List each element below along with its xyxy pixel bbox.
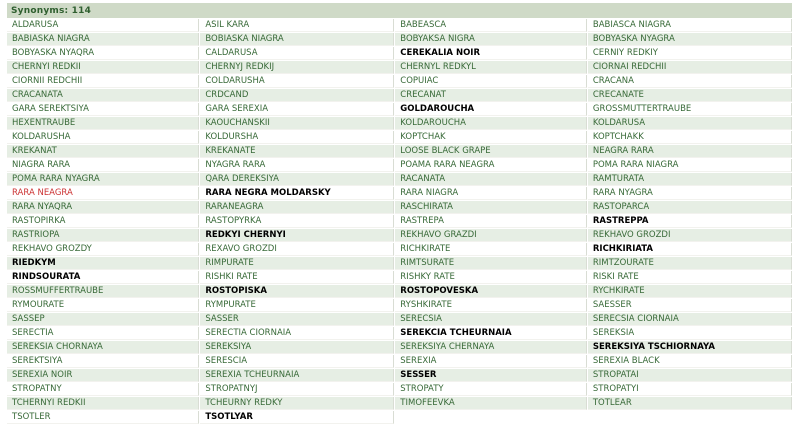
table-row xyxy=(7,285,792,298)
synonym-cell: TOTLEAR xyxy=(588,397,792,410)
synonym-cell: RYMPURATE xyxy=(200,299,394,312)
synonym-cell: ALDARUSA xyxy=(7,19,199,32)
synonyms-page xyxy=(0,2,800,422)
synonym-cell: CERNIY REDKIY xyxy=(588,47,792,60)
synonym-cell: CRECANAT xyxy=(395,89,587,102)
table-row xyxy=(7,145,792,158)
synonym-cell: BOBYASKA NYAGRA xyxy=(588,33,792,46)
synonym-cell: KOPTCHAK xyxy=(395,131,587,144)
synonym-cell: STROPATNY xyxy=(7,383,199,396)
synonym-cell: BOBIASKA NIAGRA xyxy=(200,33,394,46)
synonym-cell: POAMA RARA NEAGRA xyxy=(395,159,587,172)
table-row xyxy=(7,369,792,382)
empty-cell xyxy=(395,411,587,424)
synonym-cell: RASTOPYRKA xyxy=(200,215,394,228)
synonym-cell: RASTRIOPA xyxy=(7,229,199,242)
synonym-cell: GARA SEREKTSIYA xyxy=(7,103,199,116)
synonym-cell: CALDARUSA xyxy=(200,47,394,60)
table-header-row xyxy=(7,3,792,18)
synonym-cell: KOLDARUSHA xyxy=(7,131,199,144)
synonym-cell: RASCHIRATA xyxy=(395,201,587,214)
synonym-cell: SEREKCIA TCHEURNAIA xyxy=(395,327,587,340)
synonym-cell: RASTREPPA xyxy=(588,215,792,228)
table-row xyxy=(7,243,792,256)
synonym-cell: ROSTOPOVESKA xyxy=(395,285,587,298)
synonym-cell: SASSEP xyxy=(7,313,199,326)
synonym-cell: SEREKTSIYA xyxy=(7,355,199,368)
synonym-cell: BOBYASKA NYAQRA xyxy=(7,47,199,60)
synonym-cell: RIMTZOURATE xyxy=(588,257,792,270)
synonym-cell: SEREXIA NOIR xyxy=(7,369,199,382)
synonym-cell: REDKYI CHERNYI xyxy=(200,229,394,242)
table-row xyxy=(7,271,792,284)
synonym-cell: RICHKIRATE xyxy=(395,243,587,256)
synonym-cell: RARA NYAGRA xyxy=(588,187,792,200)
synonym-cell: CHERNYL REDKYL xyxy=(395,61,587,74)
synonym-cell: COLDARUSHA xyxy=(200,75,394,88)
table-row xyxy=(7,61,792,74)
synonym-cell: KREKANATE xyxy=(200,145,394,158)
synonym-cell: RARANEAGRA xyxy=(200,201,394,214)
synonym-cell: BABEASCA xyxy=(395,19,587,32)
synonym-cell: GOLDAROUCHA xyxy=(395,103,587,116)
synonym-cell: SERESCIA xyxy=(200,355,394,368)
synonym-cell: STROPATYI xyxy=(588,383,792,396)
synonym-cell: KOPTCHAKK xyxy=(588,131,792,144)
synonym-cell: RIMTSURATE xyxy=(395,257,587,270)
synonym-cell: RASTREPA xyxy=(395,215,587,228)
synonym-cell: POMA RARA NIAGRA xyxy=(588,159,792,172)
synonym-cell: TCHEURNY REDKY xyxy=(200,397,394,410)
synonym-cell: REKHAVO GROZDI xyxy=(588,229,792,242)
synonym-cell: REXAVO GROZDI xyxy=(200,243,394,256)
table-row xyxy=(7,33,792,46)
synonym-cell: ASIL KARA xyxy=(200,19,394,32)
table-row xyxy=(7,75,792,88)
synonym-cell: RISHKY RATE xyxy=(395,271,587,284)
table-row xyxy=(7,299,792,312)
synonym-cell: CRACANATA xyxy=(7,89,199,102)
synonym-cell: STROPATNYJ xyxy=(200,383,394,396)
table-row xyxy=(7,257,792,270)
table-row xyxy=(7,103,792,116)
synonym-cell: SERECSIA xyxy=(395,313,587,326)
synonym-cell: SAESSER xyxy=(588,299,792,312)
synonym-cell: RACANATA xyxy=(395,173,587,186)
table-row xyxy=(7,215,792,228)
synonym-cell: SASSER xyxy=(200,313,394,326)
table-row xyxy=(7,229,792,242)
synonyms-count-header: Synonyms: 114 xyxy=(7,3,792,18)
synonym-cell: TIMOFEEVKA xyxy=(395,397,587,410)
synonym-cell: TSOTLER xyxy=(7,411,199,424)
synonym-cell: BABIASCA NIAGRA xyxy=(588,19,792,32)
synonym-cell: LOOSE BLACK GRAPE xyxy=(395,145,587,158)
synonym-cell: RIMPURATE xyxy=(200,257,394,270)
table-row xyxy=(7,383,792,396)
synonym-cell: RYSHKIRATE xyxy=(395,299,587,312)
synonym-cell: KOLDURSHA xyxy=(200,131,394,144)
table-row xyxy=(7,19,792,32)
synonym-cell: STROPATY xyxy=(395,383,587,396)
synonym-cell: STROPATAI xyxy=(588,369,792,382)
table-row xyxy=(7,117,792,130)
synonym-cell: REKHAVO GRAZDI xyxy=(395,229,587,242)
synonym-cell: CRECANATE xyxy=(588,89,792,102)
synonym-cell: BOBYAKSA NIGRA xyxy=(395,33,587,46)
synonym-cell: RAMTURATA xyxy=(588,173,792,186)
synonym-cell: KOLDARUSA xyxy=(588,117,792,130)
synonym-cell: CIORNII REDCHII xyxy=(7,75,199,88)
synonym-cell: CEREKALIA NOIR xyxy=(395,47,587,60)
table-row xyxy=(7,187,792,200)
synonym-cell: RIEDKYM xyxy=(7,257,199,270)
table-row xyxy=(7,341,792,354)
synonym-cell: RARA NIAGRA xyxy=(395,187,587,200)
synonym-cell: SERECTIA CIORNAIA xyxy=(200,327,394,340)
synonym-cell: SERECSIA CIORNAIA xyxy=(588,313,792,326)
synonym-cell: RINDSOURATA xyxy=(7,271,199,284)
synonym-cell: RARA NEAGRA xyxy=(7,187,199,200)
synonym-cell: CRACANA xyxy=(588,75,792,88)
synonym-cell: SESSER xyxy=(395,369,587,382)
synonym-cell: RISKI RATE xyxy=(588,271,792,284)
table-row xyxy=(7,47,792,60)
synonym-cell: CIORNAI REDCHII xyxy=(588,61,792,74)
synonym-cell: ROSSMUFFERTRAUBE xyxy=(7,285,199,298)
synonym-cell: RARA NEGRA MOLDARSKY xyxy=(200,187,394,200)
synonym-cell: ROSTOPISKA xyxy=(200,285,394,298)
synonyms-table xyxy=(6,2,793,425)
synonym-cell: CHERNYI REDKII xyxy=(7,61,199,74)
table-row xyxy=(7,131,792,144)
synonym-cell: CRDCAND xyxy=(200,89,394,102)
synonym-cell: NIAGRA RARA xyxy=(7,159,199,172)
synonym-cell: SEREKSIA xyxy=(588,327,792,340)
synonym-cell: NYAGRA RARA xyxy=(200,159,394,172)
synonym-cell: KOLDAROUCHA xyxy=(395,117,587,130)
synonym-cell: CHERNYJ REDKIJ xyxy=(200,61,394,74)
synonym-cell: QARA DEREKSIYA xyxy=(200,173,394,186)
table-row xyxy=(7,327,792,340)
synonym-cell: TSOTLYAR xyxy=(200,411,394,424)
synonym-cell: RASTOPARCA xyxy=(588,201,792,214)
synonym-cell: RASTOPIRKA xyxy=(7,215,199,228)
synonym-cell: SEREKSIA CHORNAYA xyxy=(7,341,199,354)
synonyms-table-body xyxy=(7,19,792,424)
synonym-cell: RICHKIRIATA xyxy=(588,243,792,256)
table-row xyxy=(7,397,792,410)
synonym-cell: RYCHKIRATE xyxy=(588,285,792,298)
synonym-cell: HEXENTRAUBE xyxy=(7,117,199,130)
synonym-cell: SEREXIA xyxy=(395,355,587,368)
empty-cell xyxy=(588,411,792,424)
table-row xyxy=(7,355,792,368)
table-row xyxy=(7,159,792,172)
synonym-cell: KREKANAT xyxy=(7,145,199,158)
table-row xyxy=(7,411,792,424)
synonym-cell: SEREXIA BLACK xyxy=(588,355,792,368)
table-row xyxy=(7,173,792,186)
table-row xyxy=(7,201,792,214)
synonym-cell: SEREKSIYA CHERNAYA xyxy=(395,341,587,354)
synonym-cell: RARA NYAQRA xyxy=(7,201,199,214)
synonym-cell: GARA SEREXIA xyxy=(200,103,394,116)
synonym-cell: KAOUCHANSKII xyxy=(200,117,394,130)
synonym-cell: SEREKSIYA TSCHIORNAYA xyxy=(588,341,792,354)
synonym-cell: SEREXIA TCHEURNAIA xyxy=(200,369,394,382)
synonym-cell: RISHKI RATE xyxy=(200,271,394,284)
synonym-cell: NEAGRA RARA xyxy=(588,145,792,158)
table-row xyxy=(7,313,792,326)
synonym-cell: REKHAVO GROZDY xyxy=(7,243,199,256)
synonym-cell: COPUIAC xyxy=(395,75,587,88)
synonym-cell: SEREKSIYA xyxy=(200,341,394,354)
synonym-cell: GROSSMUTTERTRAUBE xyxy=(588,103,792,116)
synonym-cell: BABIASKA NIAGRA xyxy=(7,33,199,46)
table-row xyxy=(7,89,792,102)
synonym-cell: SERECTIA xyxy=(7,327,199,340)
synonyms-table-container xyxy=(6,2,793,425)
synonym-cell: TCHERNYI REDKII xyxy=(7,397,199,410)
synonym-cell: RYMOURATE xyxy=(7,299,199,312)
synonym-cell: POMA RARA NYAGRA xyxy=(7,173,199,186)
